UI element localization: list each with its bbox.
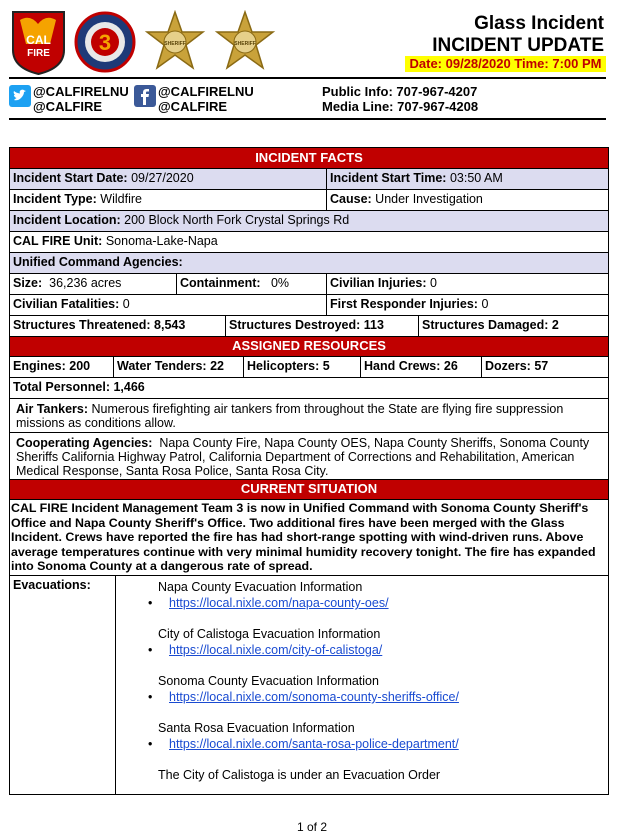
unit-row [10,232,608,253]
personnel-row [10,378,608,399]
incident-type-label: Incident Type: [13,192,97,206]
assigned-resources-heading [10,337,608,357]
evac-calistoga-title: City of Calistoga Evacuation Information [158,627,381,641]
current-situation-heading [10,480,608,500]
size-label: Size: [13,276,43,290]
twitter-handle-calfire[interactable]: @CALFIRE [33,99,103,114]
dozers-cell: Dozers: 57 [485,359,549,373]
start-row [10,169,608,190]
date-time-banner: Date: 09/28/2020 Time: 7:00 PM [405,56,606,72]
facebook-icon[interactable] [134,85,156,107]
contact-info [322,84,478,114]
structures-threatened-value: 8,543 [154,318,186,332]
water-tenders-cell: Water Tenders: 22 [114,357,244,377]
situation-row [10,500,608,576]
size-row [10,274,608,295]
start-time-cell [327,169,608,189]
cause-label: Cause: [330,192,372,206]
public-info-phone[interactable]: Public Info: 707-967-4207 [322,84,478,99]
incident-title: Glass Incident [474,13,604,34]
sonoma-sheriff-badge [143,10,207,74]
structures-threatened-label: Structures Threatened: [13,318,151,332]
size-value: 36,236 acres [49,276,122,290]
helicopters-cell: Helicopters: 5 [244,357,361,377]
hand-crews-cell: Hand Crews: 26 [361,357,482,377]
structures-damaged-value: 2 [551,318,559,332]
evac-calistoga-link[interactable]: • https://local.nixle.com/city-of-calistoga/ [169,643,608,657]
napa-sheriff-badge [213,10,277,74]
air-tankers-label: Air Tankers: [16,402,89,416]
unit-label: CAL FIRE Unit: [13,234,103,248]
civilian-fatalities-label: Civilian Fatalities: [13,297,120,311]
containment-cell [177,274,327,294]
evacuations-row [10,576,608,794]
civilian-injuries-cell [327,274,608,294]
sonoma-sheriff-badge-text: SHERIFF [164,41,186,47]
unified-command-row [10,253,608,274]
media-line-phone[interactable]: Media Line: 707-967-4208 [322,99,479,114]
start-date-value: 09/27/2020 [131,171,194,185]
structures-row [10,316,608,337]
twitter-icon[interactable] [9,85,31,107]
unified-command-label: Unified Command Agencies: [13,255,183,269]
evacuations-list [116,576,608,794]
assigned-resources-heading-text: ASSIGNED RESOURCES [232,338,386,353]
structures-destroyed-cell [226,316,419,336]
responder-injuries-value: 0 [481,297,489,311]
structures-damaged-label: Structures Damaged: [422,318,549,332]
civilian-injuries-label: Civilian Injuries: [330,276,427,290]
unit-value: Sonoma-Lake-Napa [105,234,218,248]
resources-row [10,357,608,378]
total-personnel-cell: Total Personnel: 1,466 [13,380,145,394]
air-tankers-text: Numerous firefighting air tankers from throughout the State are flying fire suppression missions as conditions allow. [16,402,564,430]
location-value: 200 Block North Fork Crystal Springs Rd [124,213,350,227]
incident-table [9,147,609,795]
civilian-fatalities-cell [10,295,327,315]
structures-threatened-cell [10,316,226,336]
evac-sonoma-link[interactable]: • https://local.nixle.com/sonoma-county-sheriffs-office/ [169,690,608,704]
cause-cell [327,190,608,210]
calfire-logo-top-text: CAL [26,33,51,47]
containment-value: 0% [270,276,290,290]
size-cell [10,274,177,294]
current-situation-heading-text: CURRENT SITUATION [240,481,378,496]
situation-text: CAL FIRE Incident Management Team 3 is now in Unified Command with Sonoma County Sheriff's Office and Napa County Sheriff's Office. Two additional fires have been merged with the Glass Incident. Crews have reported the fire has had short-range spotting with wind-driven runs. Above average temperatures continue with very minimal humidity recovery tonight. The fire has expanded into Sonoma County at a dangerous rate of spread. [11,501,596,573]
cooperating-agencies-text: Napa County Fire, Napa County OES, Napa County Sheriffs, Sonoma County Sheriffs California Highway Patrol, California Department of Corrections and Rehabilitation, American Medical Response, Santa Rosa Police, Santa Rosa City. [16,436,590,478]
structures-destroyed-label: Structures Destroyed: [229,318,361,332]
evac-sonoma-title: Sonoma County Evacuation Information [158,674,379,688]
start-time-label: Incident Start Time: [330,171,447,185]
cooperating-agencies-row [10,433,608,480]
evacuations-label: Evacuations: [10,576,116,794]
evac-napa-link[interactable]: • https://local.nixle.com/napa-county-oes/ [169,596,608,610]
team3-logo-number: 3 [98,30,112,55]
twitter-handles [33,84,129,114]
civilian-injuries-value: 0 [430,276,437,290]
containment-label: Containment: [180,276,261,290]
evac-santa-rosa-title: Santa Rosa Evacuation Information [158,721,355,735]
start-date-cell [10,169,327,189]
location-label: Incident Location: [13,213,121,227]
evac-napa-title: Napa County Evacuation Information [158,580,363,594]
incident-subtitle: INCIDENT UPDATE [432,35,604,56]
air-tankers-cell [10,399,608,432]
location-cell [10,211,608,231]
napa-sheriff-badge-text: SHERIFF [234,41,256,47]
twitter-handle-calfirelnu[interactable]: @CALFIRELNU [33,84,129,99]
team3-logo [74,10,136,74]
cooperating-agencies-label: Cooperating Agencies: [16,436,153,450]
facebook-handles [158,84,254,114]
page-number: 1 of 2 [296,820,328,834]
cooperating-agencies-cell [10,433,608,479]
structures-destroyed-value: 113 [363,318,384,332]
facebook-handle-calfirelnu[interactable]: @CALFIRELNU [158,84,254,99]
civilian-fatalities-value: 0 [122,297,130,311]
incident-facts-heading-text: INCIDENT FACTS [255,150,363,165]
structures-damaged-cell [419,316,608,336]
facebook-handle-calfire[interactable]: @CALFIRE [158,99,228,114]
contact-divider [9,118,606,120]
cause-value: Under Investigation [375,192,483,206]
header-divider [9,77,606,79]
responder-injuries-label: First Responder Injuries: [330,297,478,311]
location-row [10,211,608,232]
unit-cell [10,232,608,252]
engines-cell: Engines: 200 [10,357,114,377]
fatalities-row [10,295,608,316]
calfire-logo [10,10,67,76]
type-row [10,190,608,211]
incident-type-value: Wildfire [100,192,142,206]
calfire-logo-bottom-text: FIRE [27,48,50,59]
incident-type-cell [10,190,327,210]
start-date-label: Incident Start Date: [13,171,128,185]
calistoga-order-text: The City of Calistoga is under an Evacuation Order [158,768,441,782]
evac-santa-rosa-link[interactable]: • https://local.nixle.com/santa-rosa-police-department/ [169,737,608,751]
incident-facts-heading [10,148,608,169]
start-time-value: 03:50 AM [449,171,503,185]
air-tankers-row [10,399,608,433]
responder-injuries-cell [327,295,608,315]
